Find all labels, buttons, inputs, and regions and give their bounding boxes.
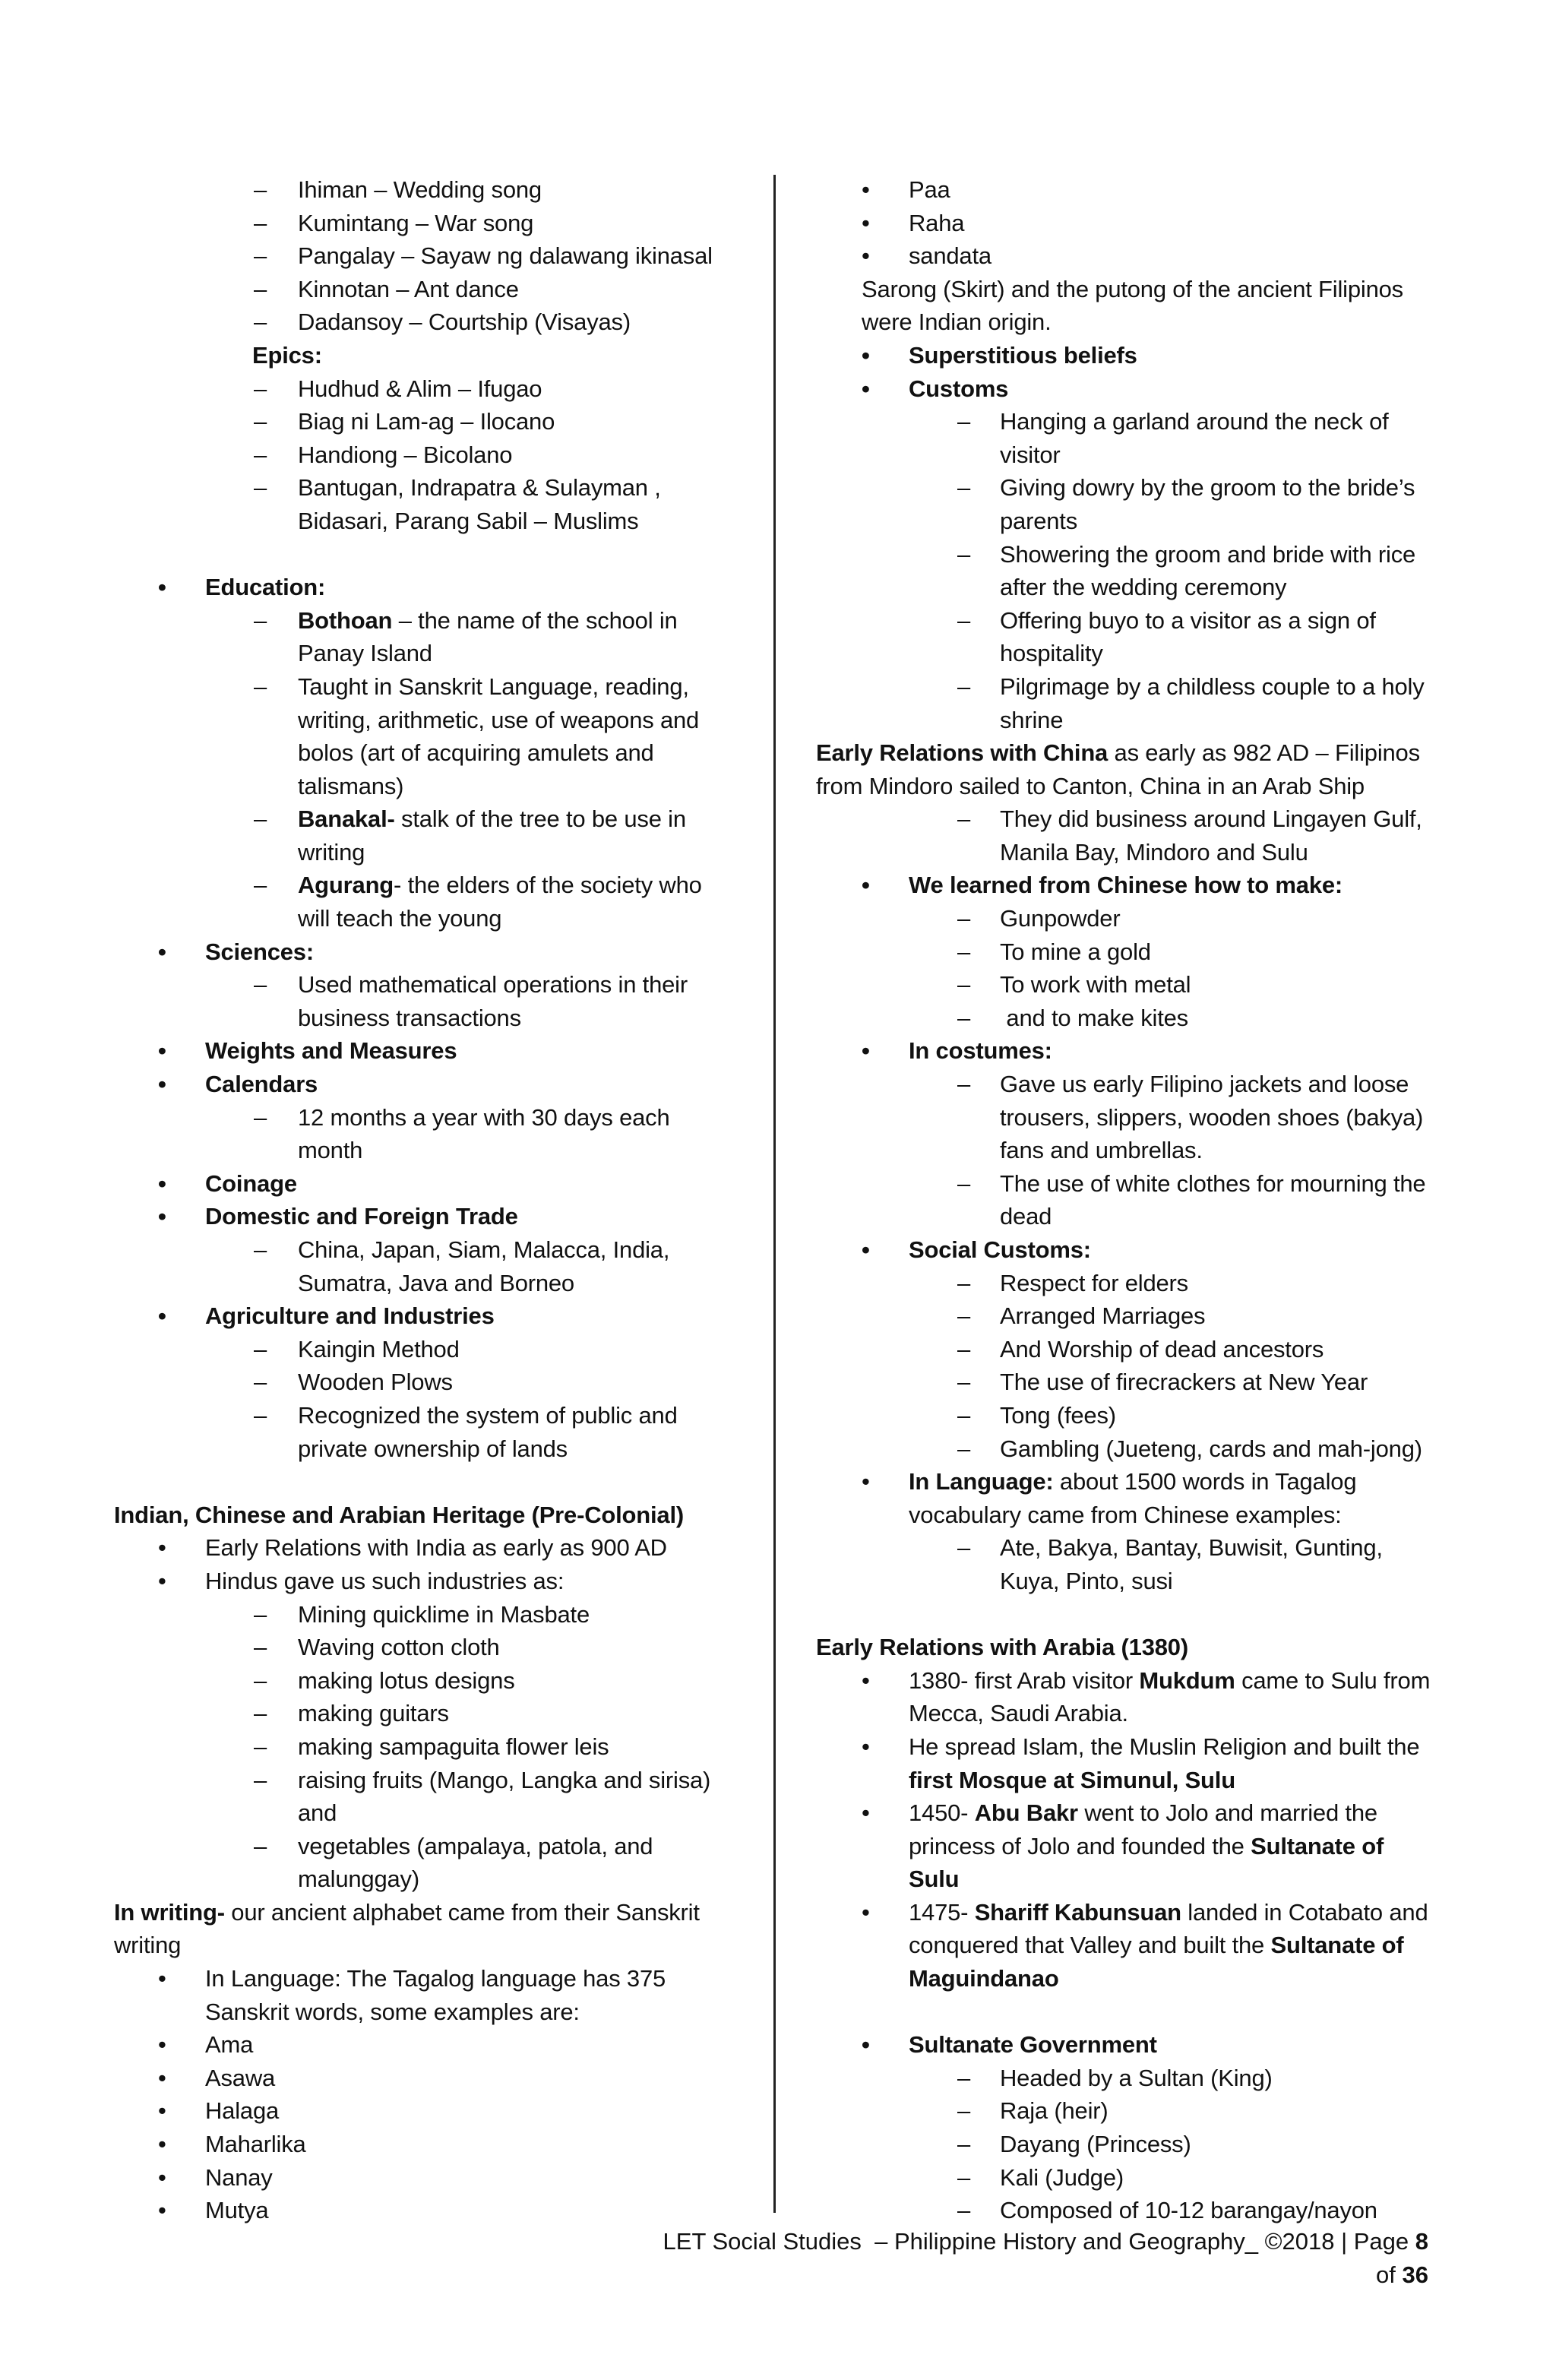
list-item: – raising fruits (Mango, Langka and sirisa) <box>254 1766 711 1793</box>
epics-heading: Epics: <box>252 341 322 369</box>
list-item-continuation: month <box>298 1137 363 1164</box>
list-item: – Dayang (Princess) <box>957 2131 1191 2158</box>
list-item: – Respect for elders <box>957 1269 1188 1296</box>
list-item: – The use of firecrackers at New Year <box>957 1369 1368 1396</box>
list-item: – Biag ni Lam-ag – Ilocano <box>254 408 555 435</box>
list-item: – and to make kites <box>957 1004 1188 1031</box>
list-item: – vegetables (ampalaya, patola, and <box>254 1832 653 1859</box>
list-item: – Kali (Judge) <box>957 2163 1124 2191</box>
list-item: – Composed of 10-12 barangay/nayon <box>957 2197 1377 2224</box>
education-heading: • Education: <box>158 574 326 601</box>
customs-heading: • Customs <box>862 375 1009 402</box>
list-item-continuation: Sumatra, Java and Borneo <box>298 1269 574 1296</box>
list-item: – making lotus designs <box>254 1666 515 1694</box>
list-item-continuation: first Mosque at Simunul, Sulu <box>909 1766 1235 1793</box>
sarong-paragraph-cont: were Indian origin. <box>862 309 1052 336</box>
sciences-heading: • Sciences: <box>158 938 314 965</box>
calendars-heading: • Calendars <box>158 1071 318 1098</box>
list-item-continuation: will teach the young <box>298 905 502 932</box>
list-item: – Pilgrimage by a childless couple to a holy <box>957 673 1425 700</box>
list-item-continuation: Panay Island <box>298 640 432 667</box>
list-item-continuation: hospitality <box>1000 640 1103 667</box>
list-item: – Agurang- the elders of the society who <box>254 872 702 899</box>
list-item-continuation: writing <box>298 838 365 866</box>
list-item: – Ate, Bakya, Bantay, Buwisit, Gunting, <box>957 1534 1383 1562</box>
list-item: • Maharlika <box>158 2131 306 2158</box>
list-item: – Kaingin Method <box>254 1335 460 1362</box>
list-item-continuation: talismans) <box>298 772 404 799</box>
list-item: • Hindus gave us such industries as: <box>158 1567 565 1594</box>
writing-paragraph-cont: writing <box>114 1932 182 1959</box>
list-item-continuation: and <box>298 1799 337 1827</box>
writing-paragraph: In writing- our ancient alphabet came from their Sanskrit <box>114 1898 700 1926</box>
list-item: • 1475- Shariff Kabunsuan landed in Cotabato and <box>862 1898 1428 1926</box>
agriculture-heading: • Agriculture and Industries <box>158 1302 495 1330</box>
list-item: – Kumintang – War song <box>254 209 534 236</box>
column-divider <box>773 175 776 2213</box>
list-item-continuation: writing, arithmetic, use of weapons and <box>298 706 700 733</box>
list-item: • Nanay <box>158 2163 273 2191</box>
list-item: – making sampaguita flower leis <box>254 1733 609 1760</box>
list-item-continuation: fans and umbrellas. <box>1000 1137 1203 1164</box>
list-item: • Paa <box>862 176 950 203</box>
list-item: – Headed by a Sultan (King) <box>957 2064 1273 2091</box>
social-heading: • Social Customs: <box>862 1236 1091 1263</box>
list-item: • He spread Islam, the Muslin Religion and built the <box>862 1733 1420 1760</box>
list-item-continuation: shrine <box>1000 706 1064 733</box>
list-item: – Hudhud & Alim – Ifugao <box>254 375 542 402</box>
list-item-continuation: Maguindanao <box>909 1965 1059 1992</box>
list-item: – Handiong – Bicolano <box>254 441 513 468</box>
list-item: • Mutya <box>158 2197 269 2224</box>
list-item-continuation: dead <box>1000 1203 1052 1230</box>
list-item: • In Language: about 1500 words in Tagalog <box>862 1468 1357 1495</box>
list-item: – Wooden Plows <box>254 1369 453 1396</box>
list-item-continuation: malunggay) <box>298 1866 419 1893</box>
list-item: – Bothoan – the name of the school in <box>254 606 678 634</box>
list-item: – Bantugan, Indrapatra & Sulayman , <box>254 474 661 502</box>
trade-heading: • Domestic and Foreign Trade <box>158 1203 518 1230</box>
list-item-continuation: Mecca, Saudi Arabia. <box>909 1700 1128 1727</box>
right-column <box>816 173 1439 2227</box>
list-item: – To work with metal <box>957 971 1191 999</box>
list-item: – Raja (heir) <box>957 2097 1108 2125</box>
weights-heading: • Weights and Measures <box>158 1037 457 1065</box>
list-item: – Mining quicklime in Masbate <box>254 1600 590 1628</box>
superstitious-heading: • Superstitious beliefs <box>862 341 1137 369</box>
list-item-continuation: princess of Jolo and founded the Sultanate of <box>909 1832 1384 1859</box>
list-item-continuation: Manila Bay, Mindoro and Sulu <box>1000 838 1308 866</box>
list-item-continuation: Sulu <box>909 1866 960 1893</box>
list-item: – Gave us early Filipino jackets and loose <box>957 1071 1409 1098</box>
list-item: – Used mathematical operations in their <box>254 971 688 999</box>
footer-of: of <box>1369 2261 1403 2288</box>
costumes-heading: • In costumes: <box>862 1037 1052 1065</box>
list-item: – 12 months a year with 30 days each <box>254 1103 670 1131</box>
learned-heading: • We learned from Chinese how to make: <box>862 872 1343 899</box>
list-item-continuation: business transactions <box>298 1004 521 1031</box>
list-item: – They did business around Lingayen Gulf, <box>957 805 1422 833</box>
list-item: – Offering buyo to a visitor as a sign of <box>957 606 1376 634</box>
list-item-continuation: conquered that Valley and built the Sultanate of <box>909 1932 1404 1959</box>
list-item: • Raha <box>862 209 965 236</box>
list-item-continuation: bolos (art of acquiring amulets and <box>298 739 654 767</box>
list-item: – Dadansoy – Courtship (Visayas) <box>254 309 631 336</box>
sultanate-heading: • Sultanate Government <box>862 2031 1157 2059</box>
list-item: – Showering the groom and bride with rice <box>957 540 1416 568</box>
list-item: – Arranged Marriages <box>957 1302 1206 1330</box>
list-item-continuation: private ownership of lands <box>298 1435 568 1462</box>
list-item: – And Worship of dead ancestors <box>957 1335 1324 1362</box>
list-item: • Early Relations with India as early as 900 AD <box>158 1534 667 1562</box>
list-item: • Halaga <box>158 2097 280 2125</box>
list-item: • In Language: The Tagalog language has 375 <box>158 1965 666 1992</box>
list-item: – China, Japan, Siam, Malacca, India, <box>254 1236 670 1263</box>
china-paragraph-cont: from Mindoro sailed to Canton, China in an Arab Ship <box>816 772 1365 799</box>
heritage-heading: Indian, Chinese and Arabian Heritage (Pre-Colonial) <box>114 1501 684 1528</box>
footer-text: LET Social Studies – Philippine History and Geography_ ©2018 | Page <box>663 2228 1415 2255</box>
list-item: – Pangalay – Sayaw ng dalawang ikinasal <box>254 242 713 270</box>
arabia-heading: Early Relations with Arabia (1380) <box>816 1634 1188 1661</box>
list-item: – making guitars <box>254 1700 449 1727</box>
coinage-heading: • Coinage <box>158 1169 297 1197</box>
list-item: – Banakal- stalk of the tree to be use in <box>254 805 686 833</box>
list-item-continuation: Kuya, Pinto, susi <box>1000 1567 1173 1594</box>
list-item-continuation: Bidasari, Parang Sabil – Muslims <box>298 507 639 534</box>
sarong-paragraph: Sarong (Skirt) and the putong of the ancient Filipinos <box>862 275 1403 302</box>
list-item-continuation: parents <box>1000 507 1077 534</box>
list-item: • 1450- Abu Bakr went to Jolo and married the <box>862 1799 1377 1827</box>
list-item: – Taught in Sanskrit Language, reading, <box>254 673 689 700</box>
list-item-continuation: trousers, slippers, wooden shoes (bakya) <box>1000 1103 1424 1131</box>
list-item: – Recognized the system of public and <box>254 1401 678 1429</box>
list-item: • sandata <box>862 242 991 270</box>
list-item: • Asawa <box>158 2064 276 2091</box>
list-item-continuation: visitor <box>1000 441 1061 468</box>
list-item: • Ama <box>158 2031 254 2059</box>
list-item: – The use of white clothes for mourning the <box>957 1169 1426 1197</box>
list-item-continuation: Sanskrit words, some examples are: <box>205 1998 580 2025</box>
list-item: – Tong (fees) <box>957 1401 1116 1429</box>
list-item: – Giving dowry by the groom to the bride’s <box>957 474 1415 502</box>
page-footer <box>623 2225 1428 2292</box>
list-item-continuation: after the wedding ceremony <box>1000 574 1287 601</box>
list-item-continuation: vocabulary came from Chinese examples: <box>909 1501 1342 1528</box>
list-item: – Waving cotton cloth <box>254 1634 500 1661</box>
china-paragraph: Early Relations with China as early as 982 AD – Filipinos <box>816 739 1420 767</box>
list-item: – Gunpowder <box>957 905 1121 932</box>
footer-page-number: 8 <box>1415 2228 1428 2255</box>
list-item: – To mine a gold <box>957 938 1151 965</box>
footer-page-total: 36 <box>1402 2261 1428 2288</box>
list-item: – Gambling (Jueteng, cards and mah-jong) <box>957 1435 1422 1462</box>
left-column <box>114 173 767 2227</box>
list-item: – Kinnotan – Ant dance <box>254 275 519 302</box>
list-item: – Hanging a garland around the neck of <box>957 408 1389 435</box>
list-item: – Ihiman – Wedding song <box>254 176 542 203</box>
list-item: • 1380- first Arab visitor Mukdum came to Sulu from <box>862 1666 1431 1694</box>
